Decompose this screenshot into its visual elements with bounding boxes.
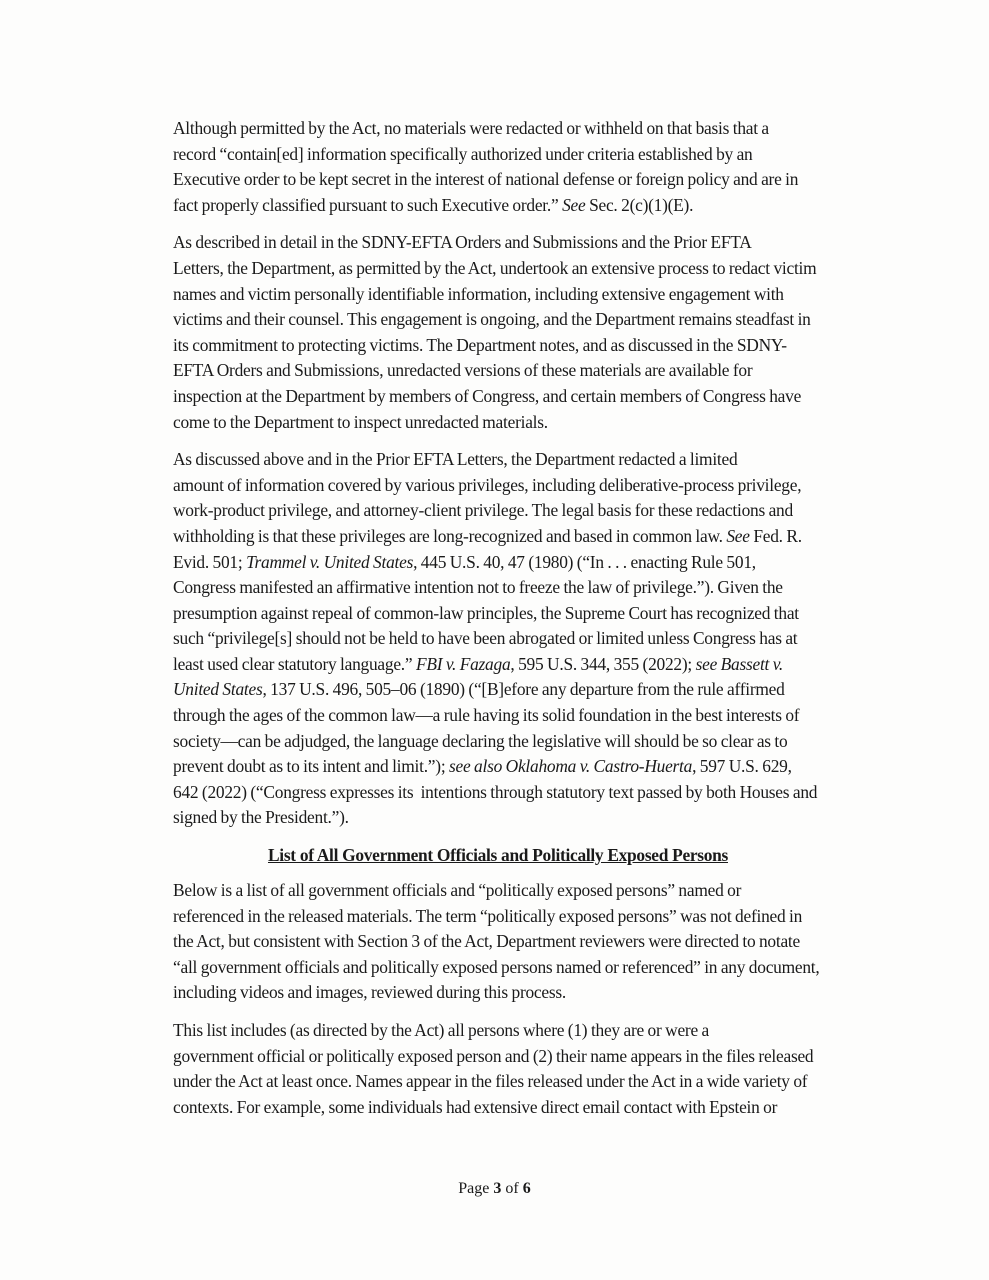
case-citation: Trammel v. United States <box>246 551 414 572</box>
section-heading: List of All Government Officials and Politically Exposed Persons <box>267 845 728 866</box>
paragraph-classified-info: Although permitted by the Act, no materials were redacted or withheld on that basis that a record “contain[ed] information specifically authorized under criteria established by an Executive order to be kept secret in the interest of national defense or foreign policy and are in fact properly classified pursuant to such Executive order.” See Sec. 2(c)(1)(E). <box>173 118 799 215</box>
case-citation: FBI v. Fazaga <box>415 653 511 674</box>
document-page <box>113 116 883 1120</box>
case-citation: see also Oklahoma v. Castro-Huerta <box>449 756 693 777</box>
paragraph-victim-redactions: As described in detail in the SDNY-EFTA Orders and Submissions and the Prior EFTA Letters, the Department, as permitted by the Act, undertook an extensive process to redact victim names and victim personally identifiable information, including extensive engagement with victims and their counsel. This engagement is ongoing, and the Department remains steadfast in its commitment to protecting victims. The Department notes, and as discussed in the SDNY- EFTA Orders and Submissions, unredacted versions of these materials are available for inspection at the Department by members of Congress, and certain members of Congress have come to the Department to inspect unredacted materials. <box>173 232 817 432</box>
page-number: Page 3 of 6 <box>458 1180 531 1197</box>
paragraph-list-scope: This list includes (as directed by the Act) all persons where (1) they are or were a government official or politically exposed person and (2) their name appears in the files released under the Act at least once. Names appear in the files released under the Act in a wide variety of contexts. For example, some individuals had extensive direct email contact with Epstein or <box>173 1020 814 1117</box>
paragraph-privileges: As discussed above and in the Prior EFTA Letters, the Department redacted a limited amount of information covered by various privileges, including deliberative-process privilege, work-product privilege, and attorney-client privilege. The legal basis for these redactions and withholding is that these privileges are long-recognized and based in common law. See Fed. R. Evid. 501; Trammel v. United States, 445 U.S. 40, 47 (1980) (“In . . . enacting Rule 501, Congress manifested an affirmative intention not to freeze the law of privilege.”). Given the presumption against repeal of common-law principles, the Supreme Court has recognized that such “privilege[s] should not be held to have been abrogated or limited unless Congress has at least used clear statutory language.” FBI v. Fazaga, 595 U.S. 344, 355 (2022); see Bassett v. United States, 137 U.S. 496, 505–06 (1890) (“[B]efore any departure from the rule affirmed through the ages of the common law—a rule having its solid foundation in the best interests of society—can be adjudged, the language declaring the legislative will should be so clear as to prevent doubt as to its intent and limit.”); see also Oklahoma v. Castro-Huerta, 597 U.S. 629, 642 (2022) (“Congress expresses its intentions through statutory text passed by both Houses and signed by the President.”). <box>173 449 818 828</box>
case-citation: United States <box>173 679 263 700</box>
case-citation: see Bassett v. <box>695 653 783 674</box>
paragraph-list-intro: Below is a list of all government officials and “politically exposed persons” named or referenced in the released materials. The term “politically exposed persons” was not defined in the Act, but consistent with Section 3 of the Act, Department reviewers were directed to notate “all government officials and politically exposed persons named or referenced” in any document, including videos and images, reviewed during this process. <box>173 880 820 1003</box>
